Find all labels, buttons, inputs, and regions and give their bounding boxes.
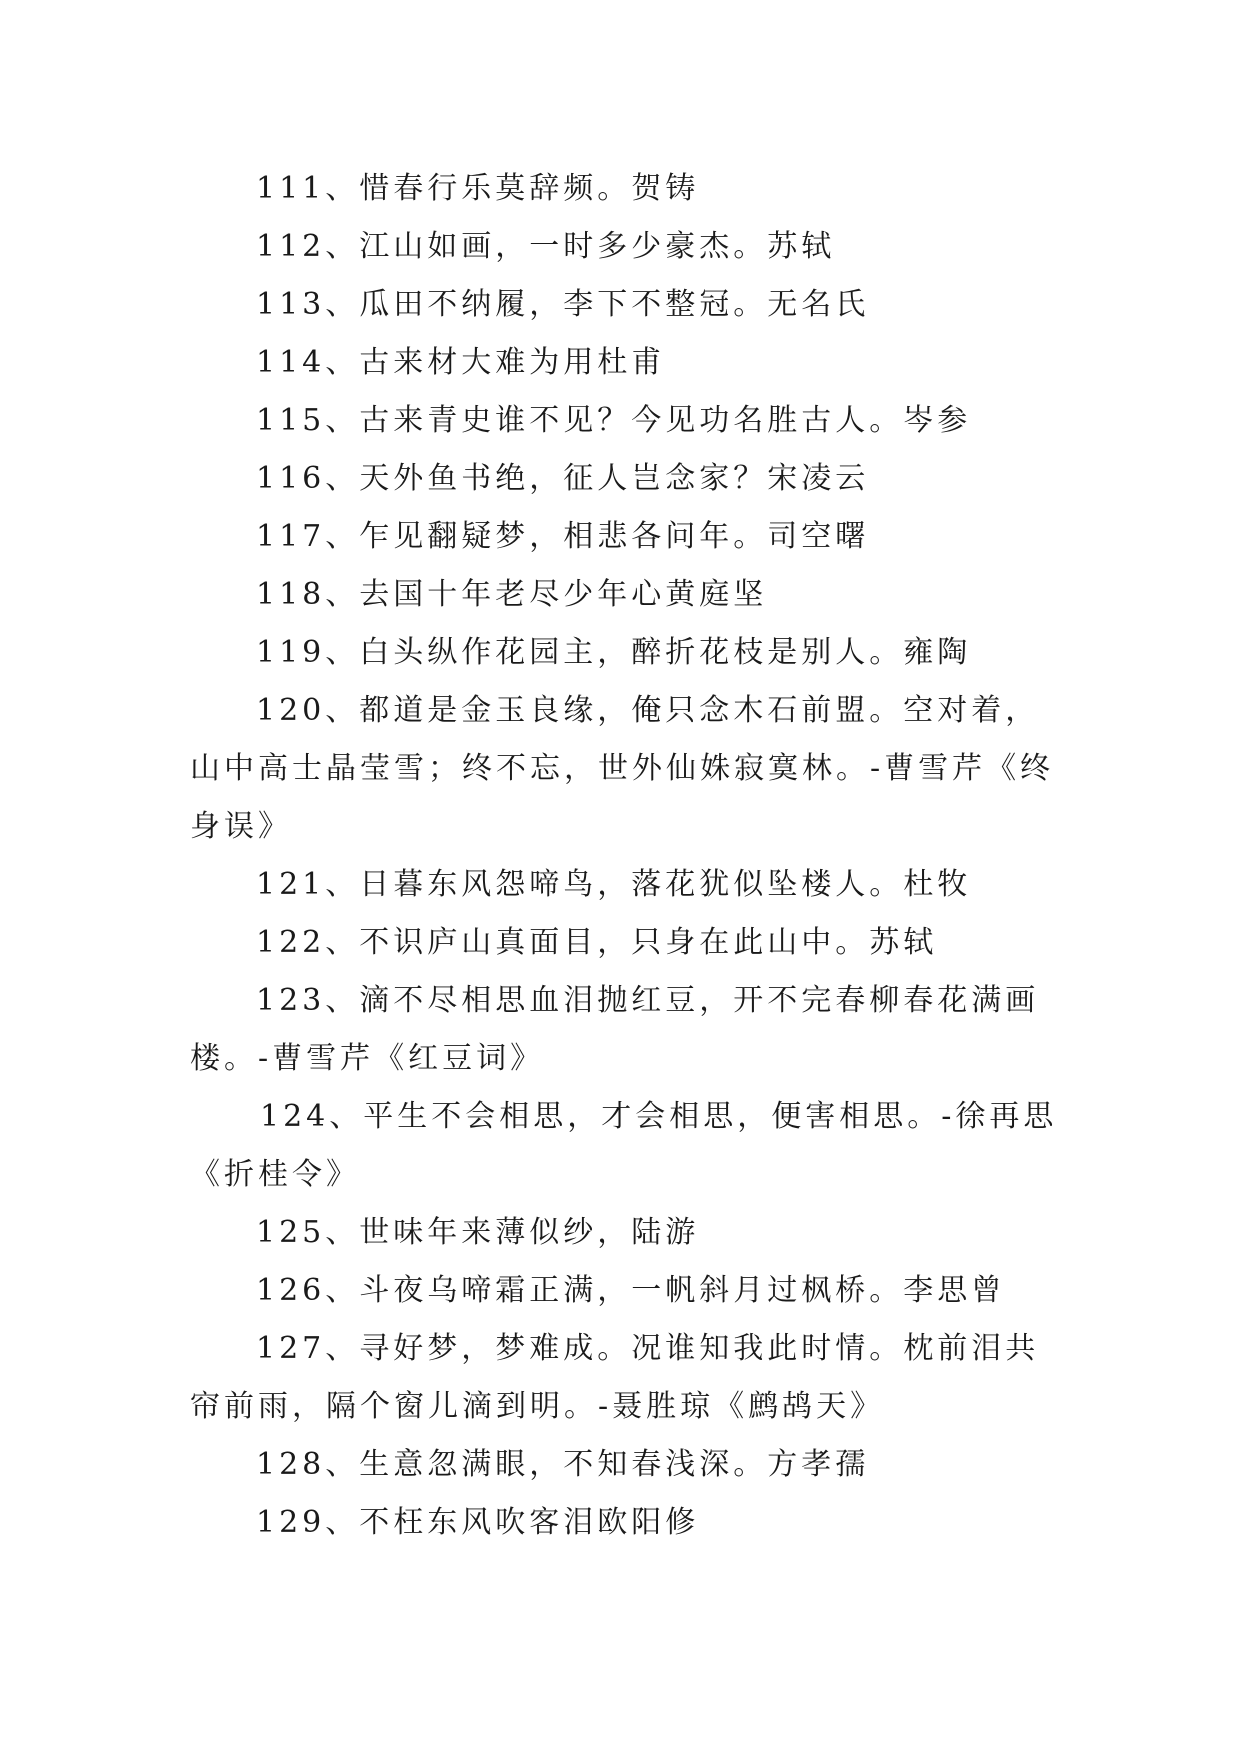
quote-paragraph-128: 128、生意忽满眼，不知春浅深。方孝孺 [256, 1447, 870, 1482]
quote-paragraph-112: 112、江山如画，一时多少豪杰。苏轼 [256, 229, 836, 264]
quote-paragraph-117: 117、乍见翻疑梦，相悲各问年。司空曙 [256, 519, 870, 554]
quote-paragraph-120: 120、都道是金玉良缘，俺只念木石前盟。空对着，山中高士晶莹雪；终不忘，世外仙姝寂寞林。-曹雪芹《终身误》 [190, 693, 1055, 844]
quote-paragraph-121: 121、日暮东风怨啼鸟，落花犹似坠楼人。杜牧 [256, 867, 972, 902]
quote-paragraph-119: 119、白头纵作花园主，醉折花枝是别人。雍陶 [256, 635, 972, 670]
quote-paragraph-122: 122、不识庐山真面目，只身在此山中。苏轼 [256, 925, 938, 960]
quote-paragraph-127: 127、寻好梦，梦难成。况谁知我此时情。枕前泪共帘前雨，隔个窗儿滴到明。-聂胜琼《鹧鸪天》 [190, 1331, 1040, 1424]
document-body [190, 160, 1060, 1552]
quote-paragraph-124: 124、平生不会相思，才会相思，便害相思。-徐再思《折桂令》 [190, 1099, 1058, 1192]
quote-paragraph-111: 111、惜春行乐莫辞频。贺铸 [256, 171, 700, 206]
quote-paragraph-125: 125、世味年来薄似纱，陆游 [256, 1215, 700, 1250]
quote-paragraph-113: 113、瓜田不纳履，李下不整冠。无名氏 [256, 287, 870, 322]
quote-paragraph-116: 116、天外鱼书绝，征人岂念家？宋凌云 [256, 461, 870, 496]
quote-paragraph-118: 118、去国十年老尽少年心黄庭坚 [256, 577, 768, 612]
quote-paragraph-123: 123、滴不尽相思血泪抛红豆，开不完春柳春花满画楼。-曹雪芹《红豆词》 [190, 983, 1040, 1076]
quote-paragraph-114: 114、古来材大难为用杜甫 [256, 345, 666, 380]
quote-paragraph-115: 115、古来青史谁不见？今见功名胜古人。岑参 [256, 403, 972, 438]
quote-paragraph-126: 126、斗夜乌啼霜正满，一帆斜月过枫桥。李思曾 [256, 1273, 1006, 1308]
quote-paragraph-129: 129、不枉东风吹客泪欧阳修 [256, 1505, 700, 1540]
